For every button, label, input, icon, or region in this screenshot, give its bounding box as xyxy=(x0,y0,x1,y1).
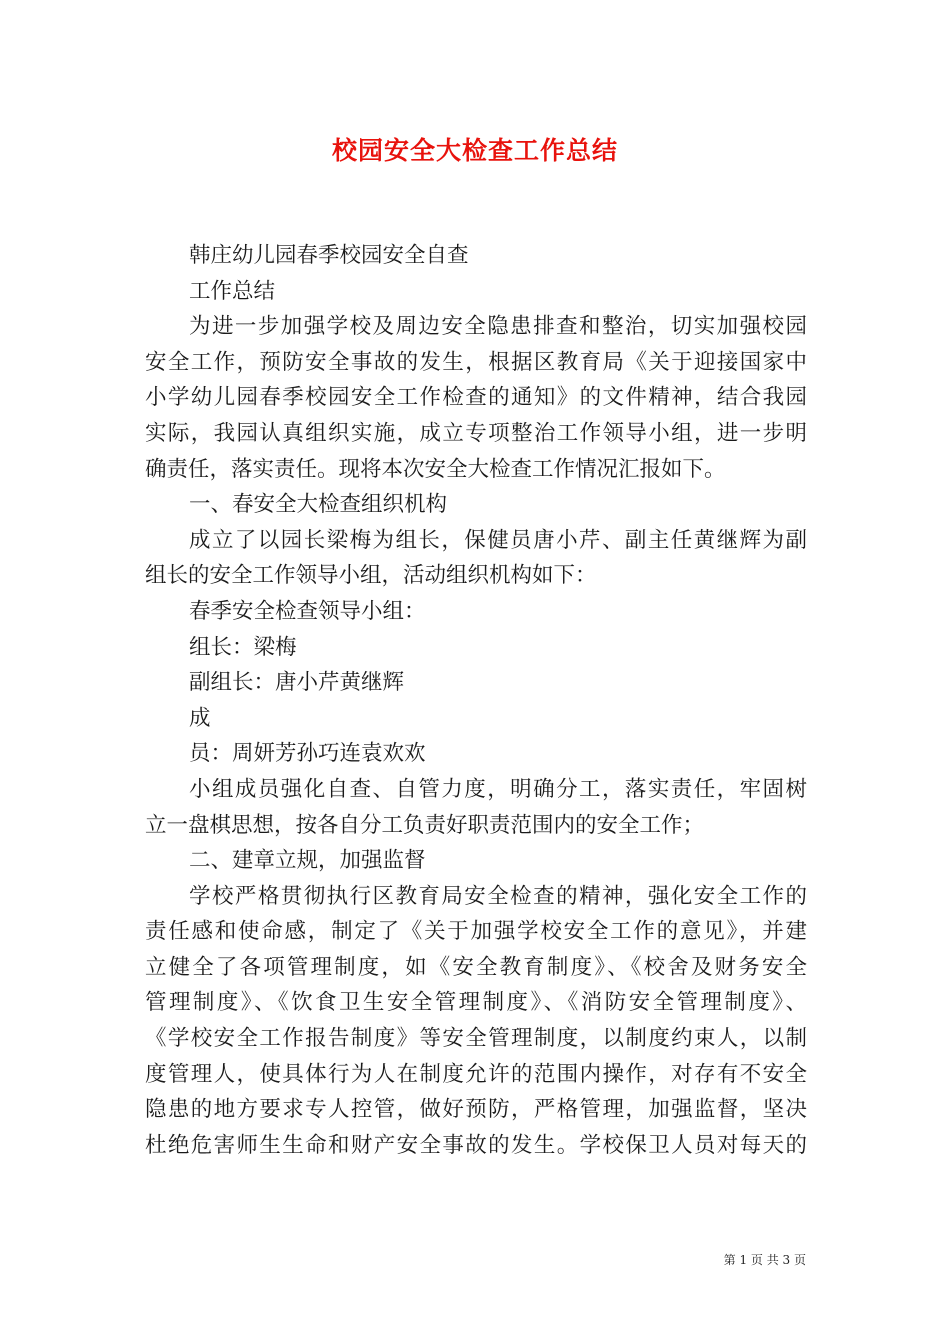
section-heading: 二、建章立规，加强监督 xyxy=(189,848,426,874)
text-line: 小学幼儿园春季校园安全工作检查的通知》的文件精神，结合我园 xyxy=(145,385,807,411)
text-line: 员：周妍芳孙巧连袁欢欢 xyxy=(189,741,426,767)
text-line: 安全工作，预防安全事故的发生，根据区教育局《关于迎接国家中 xyxy=(145,349,807,375)
text-line: 成 xyxy=(189,705,211,731)
text-line: 副组长：唐小芹黄继辉 xyxy=(189,670,405,696)
document-body xyxy=(145,238,807,1163)
text-line: 立一盘棋思想，按各自分工负责好职责范围内的安全工作； xyxy=(145,812,705,838)
text-line: 工作总结 xyxy=(189,278,276,304)
text-line: 春季安全检查领导小组： xyxy=(189,598,426,624)
text-line: 成立了以园长梁梅为组长，保健员唐小芹、副主任黄继辉为副 xyxy=(189,527,807,553)
text-line: 实际，我园认真组织实施，成立专项整治工作领导小组，进一步明 xyxy=(145,420,807,446)
document-title: 校园安全大检查工作总结 xyxy=(331,136,618,165)
text-line: 责任感和使命感，制定了《关于加强学校安全工作的意见》，并建 xyxy=(145,919,807,945)
text-line: 杜绝危害师生生命和财产安全事故的发生。学校保卫人员对每天的 xyxy=(145,1132,807,1158)
text-line: 为进一步加强学校及周边安全隐患排查和整治，切实加强校园 xyxy=(189,314,807,340)
text-line: 立健全了各项管理制度，如《安全教育制度》、《校舍及财务安全 xyxy=(145,954,807,980)
text-line: 管理制度》、《饮食卫生安全管理制度》、《消防安全管理制度》、 xyxy=(145,990,807,1016)
section-heading: 一、春安全大检查组织机构 xyxy=(189,492,448,518)
text-line: 隐患的地方要求专人控管，做好预防，严格管理，加强监督，坚决 xyxy=(145,1097,807,1123)
text-line: 学校严格贯彻执行区教育局安全检查的精神，强化安全工作的 xyxy=(189,883,807,909)
text-line: 小组成员强化自查、自管力度，明确分工，落实责任，牢固树 xyxy=(189,776,807,802)
text-line: 度管理人，使具体行为人在制度允许的范围内操作，对存有不安全 xyxy=(145,1061,807,1087)
text-line: 组长的安全工作领导小组，活动组织机构如下： xyxy=(145,563,597,589)
page-number: 第 1 页 共 3 页 xyxy=(723,1253,806,1267)
text-line: 韩庄幼儿园春季校园安全自查 xyxy=(189,243,469,268)
text-line: 组长：梁梅 xyxy=(189,634,297,660)
text-line: 《学校安全工作报告制度》等安全管理制度，以制度约束人，以制 xyxy=(145,1026,807,1052)
text-line: 确责任，落实责任。现将本次安全大检查工作情况汇报如下。 xyxy=(145,456,726,482)
